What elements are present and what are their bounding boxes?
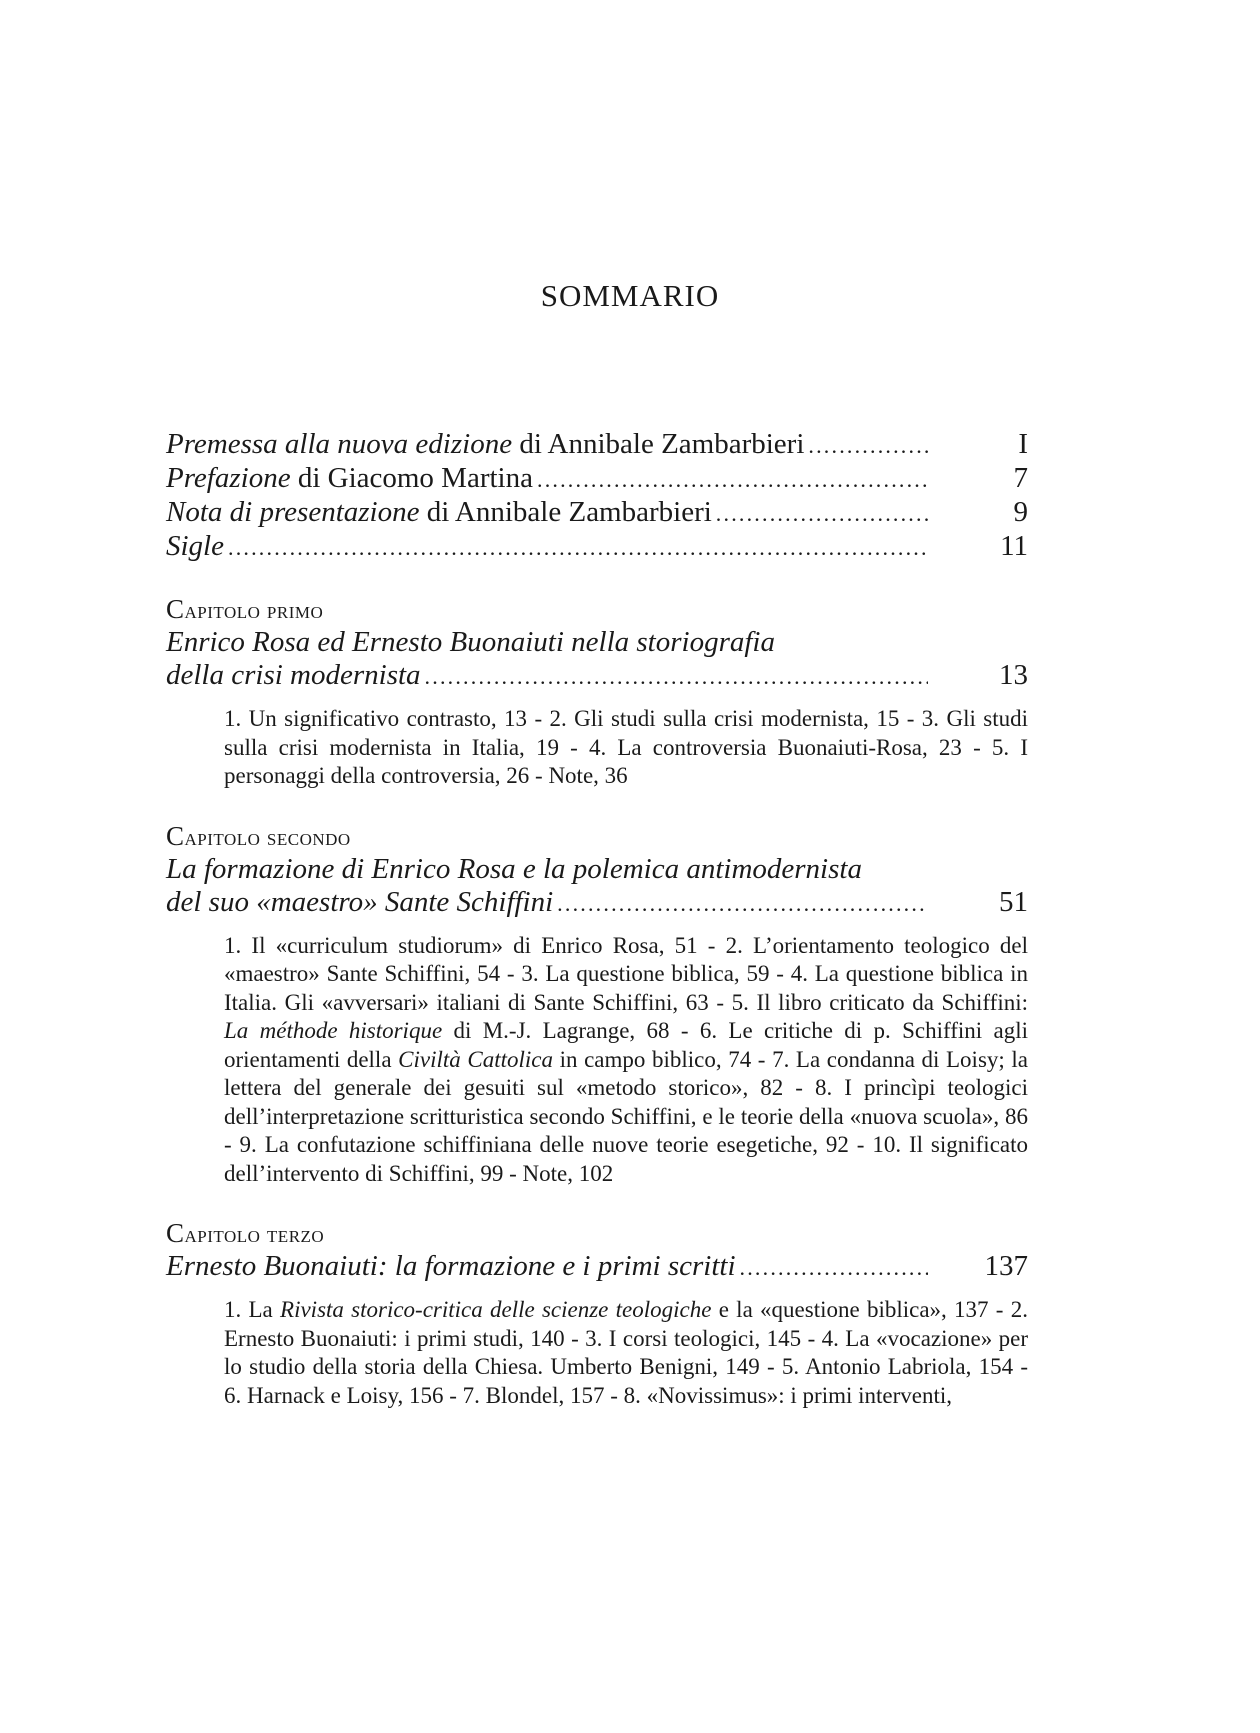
dot-leader bbox=[425, 660, 928, 693]
entry-page-number: 51 bbox=[999, 885, 1028, 918]
table-of-contents bbox=[166, 428, 1028, 1410]
entry-italic: Sigle bbox=[166, 530, 224, 562]
entry-italic: Nota di presentazione bbox=[166, 496, 420, 528]
entry-italic: Prefazione bbox=[166, 462, 291, 494]
entry-regular: di Annibale Zambarbieri bbox=[512, 428, 805, 460]
entry-label bbox=[166, 496, 712, 529]
chapter-1 bbox=[166, 594, 1028, 791]
entry-label: della crisi modernista bbox=[166, 659, 421, 691]
chapter-title bbox=[166, 853, 1028, 920]
toc-entry-sigle bbox=[166, 530, 1028, 564]
entry-italic: Premessa alla nuova edizione bbox=[166, 428, 513, 460]
chapter-title-line: La formazione di Enrico Rosa e la polemica antimodernista bbox=[166, 852, 862, 885]
toc-entry-nota bbox=[166, 496, 1028, 530]
chapter-2 bbox=[166, 821, 1028, 1189]
dot-leader bbox=[716, 497, 928, 530]
entry-regular: di Giacomo Martina bbox=[290, 462, 533, 494]
chapter-title-line: Enrico Rosa ed Ernesto Buonaiuti nella storiografia bbox=[166, 626, 775, 658]
chapter-3 bbox=[166, 1218, 1028, 1410]
toc-entry-prefazione bbox=[166, 462, 1028, 496]
dot-leader bbox=[557, 887, 928, 920]
entry-regular: di Annibale Zambarbieri bbox=[419, 496, 712, 528]
dot-leader bbox=[228, 531, 928, 564]
page-title: SOMMARIO bbox=[540, 278, 720, 313]
entry-page-number: 13 bbox=[999, 659, 1028, 691]
entry-page-number: 9 bbox=[1013, 496, 1028, 528]
dot-leader bbox=[808, 429, 928, 462]
chapter-summary: 1. Un significativo contrasto, 13 - 2. Gli studi sulla crisi modernista, 15 - 3. Gli studi sulla crisi modernista in Italia, 19 - 4. La controversia Buonaiuti-Rosa, 23 - 5. I personaggi della controversia, 26 - Note, 36 bbox=[224, 706, 1028, 788]
chapter-title-last-line bbox=[166, 659, 1028, 693]
chapter-title bbox=[166, 626, 1028, 693]
chapter-label: Capitolo primo bbox=[166, 594, 324, 624]
entry-label: Ernesto Buonaiuti: la formazione e i primi scritti bbox=[166, 1250, 736, 1282]
front-matter-entries bbox=[166, 428, 1028, 564]
entry-page-number: 11 bbox=[1000, 530, 1028, 562]
dot-leader bbox=[537, 463, 928, 496]
entry-page-number: I bbox=[1018, 428, 1028, 460]
entry-page-number: 7 bbox=[1013, 462, 1028, 494]
entry-page-number: 137 bbox=[984, 1250, 1028, 1282]
entry-label bbox=[166, 530, 224, 563]
entry-label bbox=[166, 462, 533, 495]
chapter-summary: 1. Il «curriculum studiorum» di Enrico Rosa, 51 - 2. L’orientamento teologico del «maestro» Sante Schiffini, 54 - 3. La questione biblica, 59 - 4. La questione biblica in Italia. Gli «avversari» italiani di Sante Schiffini, 63 - 5. Il libro criticato da Schiffini: La méthode historique di M.-J. Lagrange, 68 - 6. Le critiche di p. Schiffini agli orientamenti della Civiltà Cattolica in campo biblico, 74 - 7. La condanna di Loisy; la lettera del generale dei gesuiti sul «metodo storico», 82 - 8. I princìpi teologici dell’interpretazione scritturistica secondo Schiffini, e le teorie della «nuova scuola», 86 - 9. La confutazione schiffiniana delle nuove teorie esegetiche, 92 - 10. Il significato dell’intervento di Schiffini, 99 - Note, 102 bbox=[224, 932, 1028, 1186]
entry-label: del suo «maestro» Sante Schiffini bbox=[166, 885, 554, 918]
dot-leader bbox=[740, 1251, 928, 1284]
chapter-title-last-line bbox=[166, 1250, 1028, 1284]
chapter-title-last-line bbox=[166, 886, 1028, 920]
entry-label bbox=[166, 428, 804, 461]
chapter-label: Capitolo terzo bbox=[166, 1218, 325, 1248]
chapter-summary: 1. La Rivista storico-critica delle scienze teologiche e la «questione biblica», 137 - 2. Ernesto Buonaiuti: i primi studi, 140 - 3. I corsi teologici, 145 - 4. La «vocazione» per lo studio della storia della Chiesa. Umberto Benigni, 149 - 5. Antonio Labriola, 154 - 6. Harnack e Loisy, 156 - 7. Blondel, 157 - 8. «Novissimus»: i primi interventi, bbox=[224, 1297, 1028, 1408]
chapter-label: Capitolo secondo bbox=[166, 820, 351, 851]
toc-entry-premessa bbox=[166, 428, 1028, 462]
chapter-title bbox=[166, 1250, 1028, 1284]
